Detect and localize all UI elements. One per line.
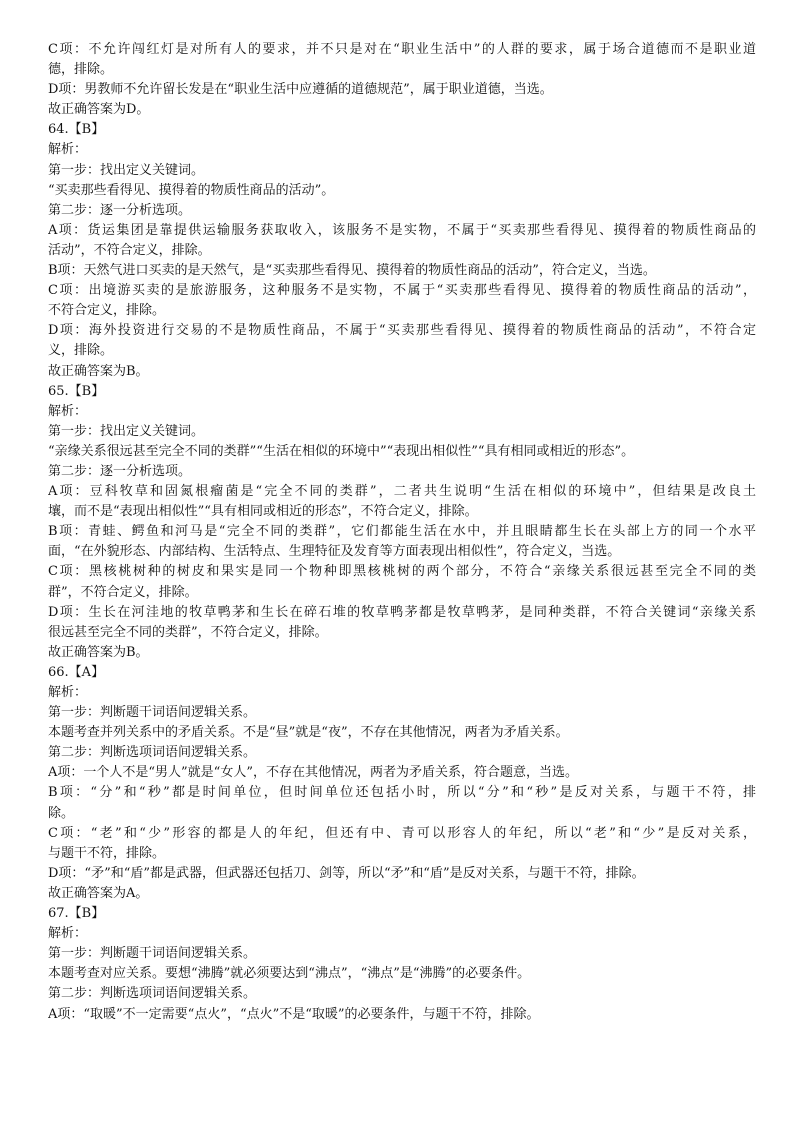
text-line: 本题考查并列关系中的矛盾关系。不是“昼”就是“夜”，不存在其他情况，两者为矛盾关系。	[48, 725, 569, 741]
text-line: 除。	[48, 805, 75, 821]
text-line: 第二步：判断选项词语间逻辑关系。	[48, 986, 257, 1002]
text-line: A项：“取暖”不一定需要“点火”，“点火”不是“取暖”的必要条件，与题干不符，排除。	[48, 1006, 540, 1022]
text-line: C项：不允许闯红灯是对所有人的要求，并不只是对在“职业生活中”的人群的要求，属于场合道德而不是职业道	[48, 42, 756, 57]
text-line: “亲缘关系很远甚至完全不同的类群”“生活在相似的环境中”“表现出相似性”“具有相同或相近的形态”。	[48, 443, 635, 459]
text-line: 第一步：判断题干词语间逻辑关系。	[48, 705, 257, 721]
text-line: 面，“在外貌形态、内部结构、生活特点、生理特征及发育等方面表现出相似性”，符合定义，当选。	[48, 544, 621, 560]
text-line: 故正确答案为B。	[48, 644, 149, 660]
text-line: 不符合定义，排除。	[48, 303, 166, 319]
text-line: B项：天然气进口买卖的是天然气，是“买卖那些看得见、摸得着的物质性商品的活动”，符合定义，当选。	[48, 263, 656, 279]
text-line: 64.【B】	[48, 122, 105, 138]
text-line: D项：男教师不允许留长发是在“职业生活中应遵循的道德规范”，属于职业道德，当选。	[48, 82, 553, 98]
text-line: 第二步：判断选项词语间逻辑关系。	[48, 745, 257, 761]
text-line: 德，排除。	[48, 62, 114, 78]
text-line: 故正确答案为A。	[48, 885, 149, 901]
text-line: A项：一个人不是“男人”就是“女人”，不存在其他情况，两者为矛盾关系，符合题意，当选。	[48, 765, 578, 781]
text-line: 与题干不符，排除。	[48, 845, 166, 861]
text-line: 第一步：判断题干词语间逻辑关系。	[48, 946, 257, 962]
text-line: 第二步：逐一分析选项。	[48, 463, 192, 479]
text-line: D项：海外投资进行交易的不是物质性商品，不属于“买卖那些看得见、摸得着的物质性商品的活动”，不符合定	[48, 323, 756, 339]
text-line: 很远甚至完全不同的类群”，不符合定义，排除。	[48, 624, 328, 640]
text-line: 第一步：找出定义关键词。	[48, 162, 205, 178]
text-line: 群”，不符合定义，排除。	[48, 584, 198, 600]
text-line: 本题考查对应关系。要想“沸腾”就必须要达到“沸点”，“沸点”是“沸腾”的必要条件。	[48, 966, 531, 982]
text-line: C项：“老”和“少”形容的都是人的年纪，但还有中、青可以形容人的年纪，所以“老”和“少”是反对关系，	[48, 825, 756, 841]
text-line: 壤，而不是“表现出相似性”“具有相同或相近的形态”，不符合定义，排除。	[48, 504, 478, 520]
text-line: 66.【A】	[48, 664, 105, 680]
text-line: B项：“分”和“秒”都是时间单位，但时间单位还包括小时，所以“分”和“秒”是反对关系，与题干不符，排	[48, 785, 756, 801]
text-line: 第二步：逐一分析选项。	[48, 202, 192, 218]
text-line: 解析：	[48, 403, 88, 419]
text-line: 故正确答案为D。	[48, 102, 150, 118]
text-line: A项：豆科牧草和固氮根瘤菌是“完全不同的类群”，二者共生说明“生活在相似的环境中”，但结果是改良土	[48, 484, 756, 500]
text-line: 解析：	[48, 685, 88, 700]
text-line: 活动”，不符合定义，排除。	[48, 242, 211, 258]
text-line: 解析：	[48, 142, 88, 158]
text-line: 第一步：找出定义关键词。	[48, 423, 205, 439]
text-line: A项：货运集团是靠提供运输服务获取收入，该服务不是实物，不属于“买卖那些看得见、摸得着的物质性商品的	[48, 222, 756, 238]
text-line: 解析：	[48, 926, 88, 942]
text-line: C项：黑核桃树种的树皮和果实是同一个物种即黑核桃树的两个部分，不符合“亲缘关系很远甚至完全不同的类	[48, 564, 756, 580]
text-line: D项：生长在河洼地的牧草鸭茅和生长在碎石堆的牧草鸭茅都是牧草鸭茅，是同种类群，不符合关键词“亲缘关系	[48, 604, 756, 620]
text-line: B项：青蛙、鳄鱼和河马是“完全不同的类群”，它们都能生活在水中，并且眼睛都生长在头部上方的同一个水平	[48, 524, 756, 540]
text-line: “买卖那些看得见、摸得着的物质性商品的活动”。	[48, 182, 335, 198]
text-line: 65.【B】	[48, 383, 105, 399]
text-line: 故正确答案为B。	[48, 363, 149, 379]
text-line: C项：出境游买卖的是旅游服务，这种服务不是实物，不属于“买卖那些看得见、摸得着的物质性商品的活动”，	[48, 283, 756, 299]
text-line: 义，排除。	[48, 343, 114, 359]
text-line: 67.【B】	[48, 906, 105, 922]
text-line: D项：“矛”和“盾”都是武器，但武器还包括刀、剑等，所以“矛”和“盾”是反对关系，与题干不符，排除。	[48, 865, 645, 881]
